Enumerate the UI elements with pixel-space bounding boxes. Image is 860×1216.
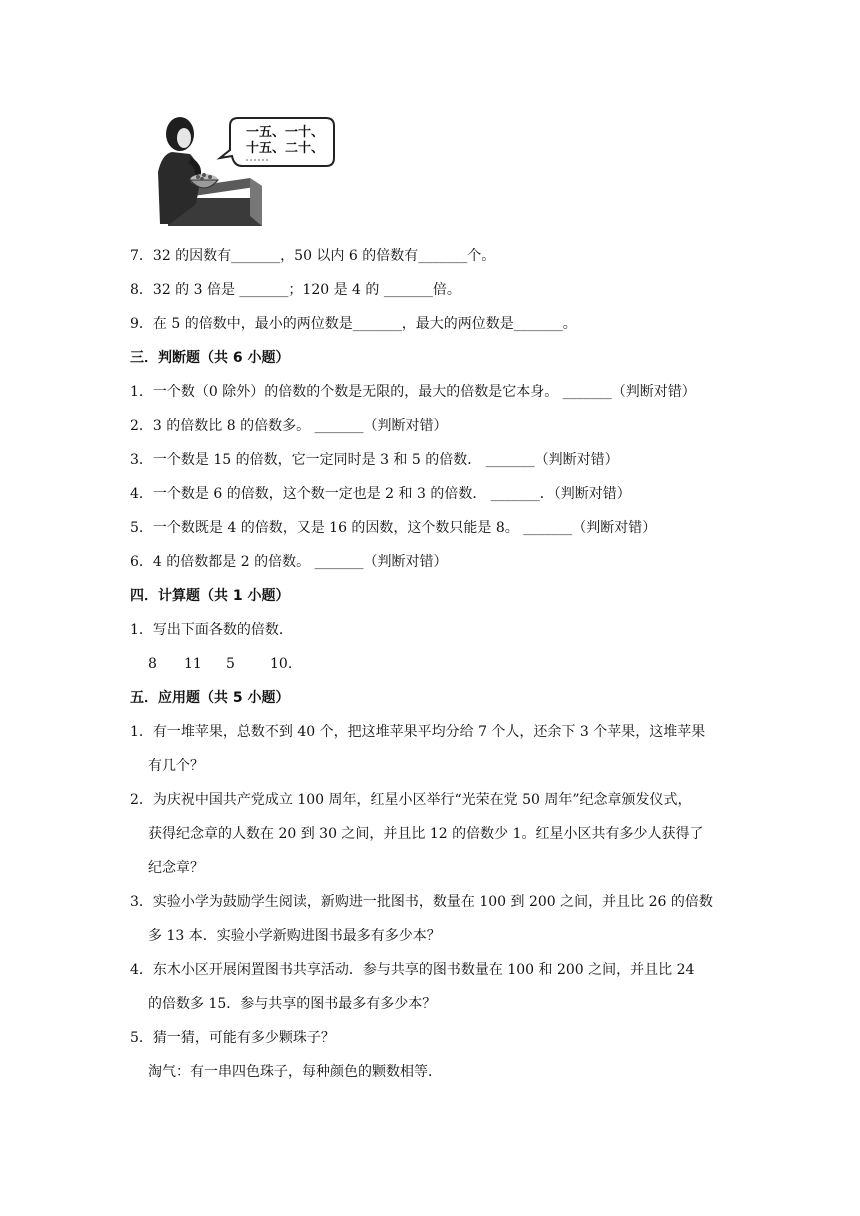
number-8: 8	[148, 656, 157, 672]
app-item-5-line-1: 5．猜一猜，可能有多少颗珠子？	[130, 1030, 335, 1046]
app-item-3-line-2: 多 13 本．实验小学新购进图书最多有多少本？	[148, 928, 441, 944]
counting-child-illustration	[150, 112, 340, 230]
judge-item-3: 3．一个数是 15 的倍数，它一定同时是 3 和 5 的倍数． _______（判断对错）	[130, 452, 619, 468]
number-10: 10.	[270, 656, 293, 672]
judge-item-2: 2．3 的倍数比 8 的倍数多。 _______（判断对错）	[130, 418, 448, 434]
judge-item-6: 6．4 的倍数都是 2 的倍数。 _______（判断对错）	[130, 554, 448, 570]
app-item-2-line-3: 纪念章？	[148, 860, 204, 876]
app-item-1-line-1: 1．有一堆苹果，总数不到 40 个，把这堆苹果平均分给 7 个人，还余下 3 个苹果，这堆苹果	[130, 724, 706, 740]
app-item-4-line-2: 的倍数多 15．参与共享的图书最多有多少本？	[148, 996, 437, 1012]
question-8: 8．32 的 3 倍是 _______；120 是 4 的 _______倍。	[130, 282, 461, 298]
section-4-title: 四．计算题（共 1 小题）	[130, 588, 290, 604]
number-5: 5	[226, 656, 235, 672]
judge-item-5: 5．一个数既是 4 的倍数，又是 16 的因数，这个数只能是 8。 _______（判断对错）	[130, 520, 657, 536]
speech-line-1: 一五、一十、	[246, 125, 325, 140]
question-9: 9．在 5 的倍数中，最小的两位数是_______，最大的两位数是_______。	[130, 316, 577, 332]
app-item-1-line-2: 有几个？	[148, 758, 204, 774]
judge-item-4: 4．一个数是 6 的倍数，这个数一定也是 2 和 3 的倍数． _______．（判断对错）	[130, 486, 631, 502]
app-item-5-line-2: 淘气：有一串四色珠子，每种颜色的颗数相等．	[148, 1064, 442, 1080]
calc-numbers	[148, 654, 292, 674]
question-7: 7．32 的因数有_______，50 以内 6 的倍数有_______个。	[130, 248, 496, 264]
speech-line-2: 十五、二十、	[246, 141, 325, 156]
section-3-title: 三．判断题（共 6 小题）	[130, 350, 290, 366]
number-11: 11	[184, 656, 202, 672]
app-item-2-line-2: 获得纪念章的人数在 20 到 30 之间，并且比 12 的倍数少 1。红星小区共有多少人获得了	[148, 826, 704, 842]
judge-item-1: 1．一个数（0 除外）的倍数的个数是无限的，最大的倍数是它本身。 _______（判断对错）	[130, 384, 696, 400]
app-item-4-line-1: 4．东木小区开展闲置图书共享活动．参与共享的图书数量在 100 和 200 之间，并且比 24	[130, 962, 695, 978]
section-5-title: 五．应用题（共 5 小题）	[130, 690, 290, 706]
app-item-3-line-1: 3．实验小学为鼓励学生阅读，新购进一批图书，数量在 100 到 200 之间，并且比 26 的倍数	[130, 894, 713, 910]
calc-item-1: 1．写出下面各数的倍数．	[130, 622, 293, 638]
app-item-2-line-1: 2．为庆祝中国共产党成立 100 周年，红星小区举行“光荣在党 50 周年”纪念章颁发仪式，	[130, 792, 692, 808]
